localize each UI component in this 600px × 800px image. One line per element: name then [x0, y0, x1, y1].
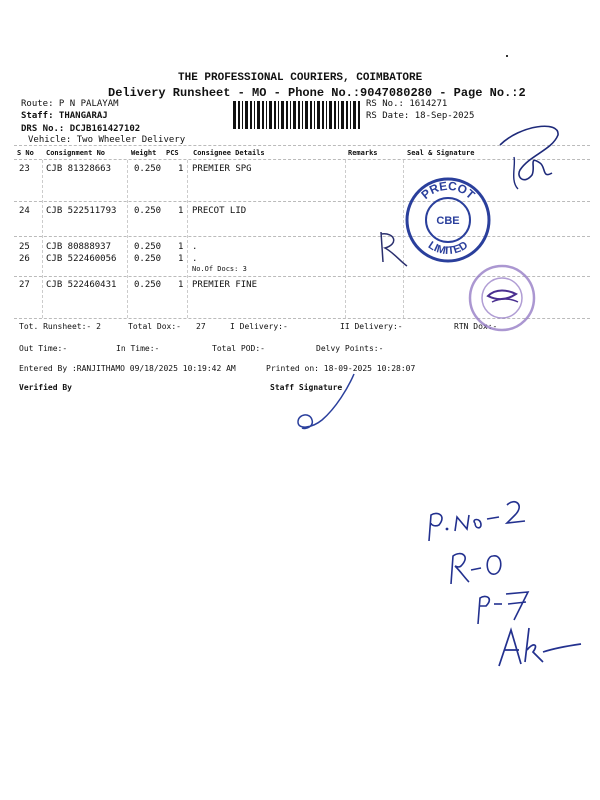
row-consignee: PREMIER SPG: [192, 164, 252, 174]
barcode-bar: [322, 101, 324, 129]
entered-by: Entered By :RANJITHAMO 09/18/2025 10:19:42 AM: [19, 364, 236, 373]
barcode-bar: [242, 101, 243, 129]
col-header-consignment: Consignment No: [46, 149, 106, 157]
row-sno: 23: [19, 164, 30, 174]
total-runsheet: Tot. Runsheet:- 2: [19, 322, 101, 331]
staff-label: Staff: THANGARAJ: [21, 111, 108, 121]
row-sno: 26: [19, 254, 30, 264]
verified-by: Verified By: [19, 383, 72, 392]
rs-date: RS Date: 18-Sep-2025: [366, 111, 475, 121]
row-consignment: CJB 522460431: [46, 280, 117, 290]
seal-text-bottom: LIMITED: [425, 239, 471, 258]
barcode-bar: [257, 101, 260, 129]
row-pcs: 1: [178, 254, 184, 264]
seal-text-top: PRECOT: [418, 178, 478, 202]
seal-text-center: CBE: [436, 215, 460, 227]
signature-scribble-top-right: [480, 115, 570, 205]
row-sno: 25: [19, 242, 30, 252]
col-header-seal: Seal & Signature: [407, 149, 475, 157]
runsheet-subtitle: Delivery Runsheet - MO - Phone No.:9047080280 - Page No.:2: [108, 86, 526, 100]
barcode-bar: [317, 101, 320, 129]
company-title: THE PROFESSIONAL COURIERS, COIMBATORE: [178, 72, 423, 84]
row-consignee: .: [192, 254, 198, 264]
scan-speck: [506, 55, 508, 57]
barcode-bar: [278, 101, 279, 129]
row-weight: 0.250: [134, 206, 162, 216]
row-consignee: PREMIER FINE: [192, 280, 258, 290]
row-pcs: 1: [178, 206, 184, 216]
col-sep: [42, 160, 43, 318]
barcode-bar: [250, 101, 252, 129]
row-weight: 0.250: [134, 254, 162, 264]
faint-round-stamp: [466, 262, 538, 334]
barcode-bar: [274, 101, 276, 129]
barcode-bar: [281, 101, 284, 129]
route-label: Route: P N PALAYAM: [21, 99, 119, 109]
barcode-bar: [346, 101, 348, 129]
barcode-bar: [338, 101, 339, 129]
i-delivery: I Delivery:-: [230, 322, 288, 331]
drs-number: DRS No.: DCJB161427102: [21, 124, 141, 134]
col-sep: [127, 160, 128, 318]
out-time: Out Time:-: [19, 344, 68, 353]
barcode-bar: [305, 101, 308, 129]
signature-scribble-remarks: [373, 228, 413, 268]
row-rule: [14, 236, 590, 237]
row-sno: 24: [19, 206, 30, 216]
col-header-pcs: PCS: [166, 149, 179, 157]
barcode-bar: [245, 101, 248, 129]
barcode-bar: [293, 101, 296, 129]
barcode-bar: [262, 101, 264, 129]
row-consignment: CJB 80888937: [46, 242, 112, 252]
row-sno: 27: [19, 280, 30, 290]
col-sep: [345, 160, 346, 318]
ii-delivery: II Delivery:-: [340, 322, 403, 331]
row-doc-count: No.Of Docs: 3: [192, 265, 247, 273]
barcode-bar: [341, 101, 344, 129]
row-consignment: CJB 522460056: [46, 254, 117, 264]
col-sep: [187, 160, 188, 318]
rtn-dox: RTN Dox:-: [454, 322, 498, 331]
handwritten-initials-signature: [495, 622, 585, 672]
staff-signature-scribble: [292, 368, 362, 438]
total-pod: Total POD:-: [212, 344, 265, 353]
vehicle-label: Vehicle: Two Wheeler Delivery: [28, 135, 186, 145]
row-consignee: .: [192, 242, 198, 252]
in-time: In Time:-: [116, 344, 160, 353]
barcode-bar: [314, 101, 315, 129]
barcode-bar: [353, 101, 356, 129]
row-pcs: 1: [178, 164, 184, 174]
barcode-bar: [298, 101, 300, 129]
col-header-remarks: Remarks: [348, 149, 378, 157]
row-pcs: 1: [178, 242, 184, 252]
barcode-bar: [329, 101, 332, 129]
handwritten-page-no-note: [425, 495, 535, 545]
col-header-sno: S No: [17, 149, 34, 157]
staff-signature-label: Staff Signature: [270, 383, 343, 392]
barcode-bar: [290, 101, 291, 129]
barcode-bar: [334, 101, 336, 129]
row-consignment: CJB 522511793: [46, 206, 117, 216]
barcode-bar: [358, 101, 360, 129]
total-dox-label: Total Dox:-: [128, 322, 181, 331]
row-weight: 0.250: [134, 242, 162, 252]
barcode-bar: [266, 101, 267, 129]
row-weight: 0.250: [134, 280, 162, 290]
barcode-bar: [269, 101, 272, 129]
delvy-points: Delvy Points:-: [316, 344, 384, 353]
barcode-bar: [254, 101, 255, 129]
row-consignee: PRECOT LID: [192, 206, 247, 216]
col-header-consignee: Consignee Details: [193, 149, 265, 157]
total-dox-value: 27: [196, 322, 206, 331]
barcode-bar: [233, 101, 236, 129]
barcode-bar: [326, 101, 327, 129]
barcode-image: [233, 101, 361, 129]
col-header-weight: Weight: [131, 149, 157, 157]
barcode-bar: [350, 101, 351, 129]
row-weight: 0.250: [134, 164, 162, 174]
row-consignment: CJB 81328663: [46, 164, 112, 174]
barcode-bar: [286, 101, 288, 129]
printed-on: Printed on: 18-09-2025 10:28:07: [266, 364, 416, 373]
row-pcs: 1: [178, 280, 184, 290]
barcode-bar: [310, 101, 312, 129]
barcode-bar: [302, 101, 303, 129]
rs-number: RS No.: 1614271: [366, 99, 448, 109]
barcode-bar: [238, 101, 240, 129]
